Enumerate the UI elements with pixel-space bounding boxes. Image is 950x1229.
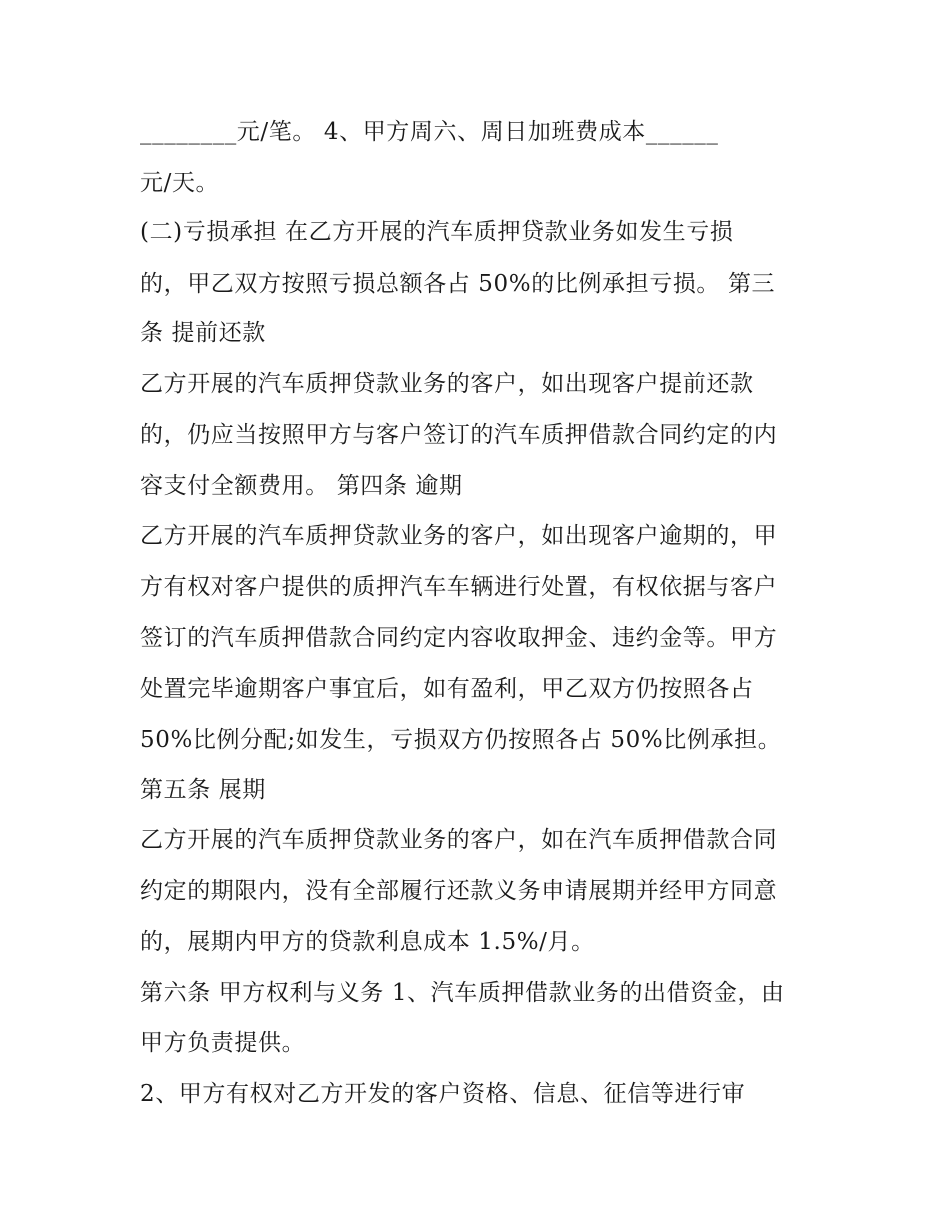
text-line-3: (二)亏损承担 在乙方开展的汽车质押贷款业务如发生亏损 [140,219,734,245]
text-line-12: 处置完毕逾期客户事宜后，如有盈利，甲乙双方仍按照各占 [140,676,754,702]
text-line-6: 乙方开展的汽车质押贷款业务的客户，如出现客户提前还款 [140,371,754,397]
text-line-11: 签订的汽车质押借款合同约定内容收取押金、违约金等。甲方 [140,625,778,651]
text-line-4: 的，甲乙双方按照亏损总额各占 50%的比例承担亏损。 第三 [140,271,776,297]
text-line-13: 50%比例分配;如发生，亏损双方仍按照各占 50%比例承担。 [140,727,782,753]
text-line-14: 第五条 展期 [140,777,266,803]
text-line-9: 乙方开展的汽车质押贷款业务的客户，如出现客户逾期的，甲 [140,523,778,549]
text-line-17: 的，展期内甲方的贷款利息成本 1.5%/月。 [140,929,595,955]
text-line-18: 第六条 甲方权利与义务 1、汽车质押借款业务的出借资金，由 [140,980,785,1006]
text-line-8: 容支付全额费用。 第四条 逾期 [140,473,463,499]
text-line-10: 方有权对客户提供的质押汽车车辆进行处置，有权依据与客户 [140,574,778,600]
text-line-19: 甲方负责提供。 [140,1030,306,1056]
text-line-1: ________元/笔。 4、甲方周六、周日加班费成本______ [140,119,719,145]
text-line-5: 条 提前还款 [140,320,266,346]
text-line-2: 元/天。 [140,170,220,196]
text-line-20: 2、甲方有权对乙方开发的客户资格、信息、征信等进行审 [140,1081,746,1107]
text-line-16: 约定的期限内，没有全部履行还款义务申请展期并经甲方同意 [140,878,778,904]
text-line-15: 乙方开展的汽车质押贷款业务的客户，如在汽车质押借款合同 [140,827,778,853]
text-line-7: 的，仍应当按照甲方与客户签订的汽车质押借款合同约定的内 [140,422,778,448]
